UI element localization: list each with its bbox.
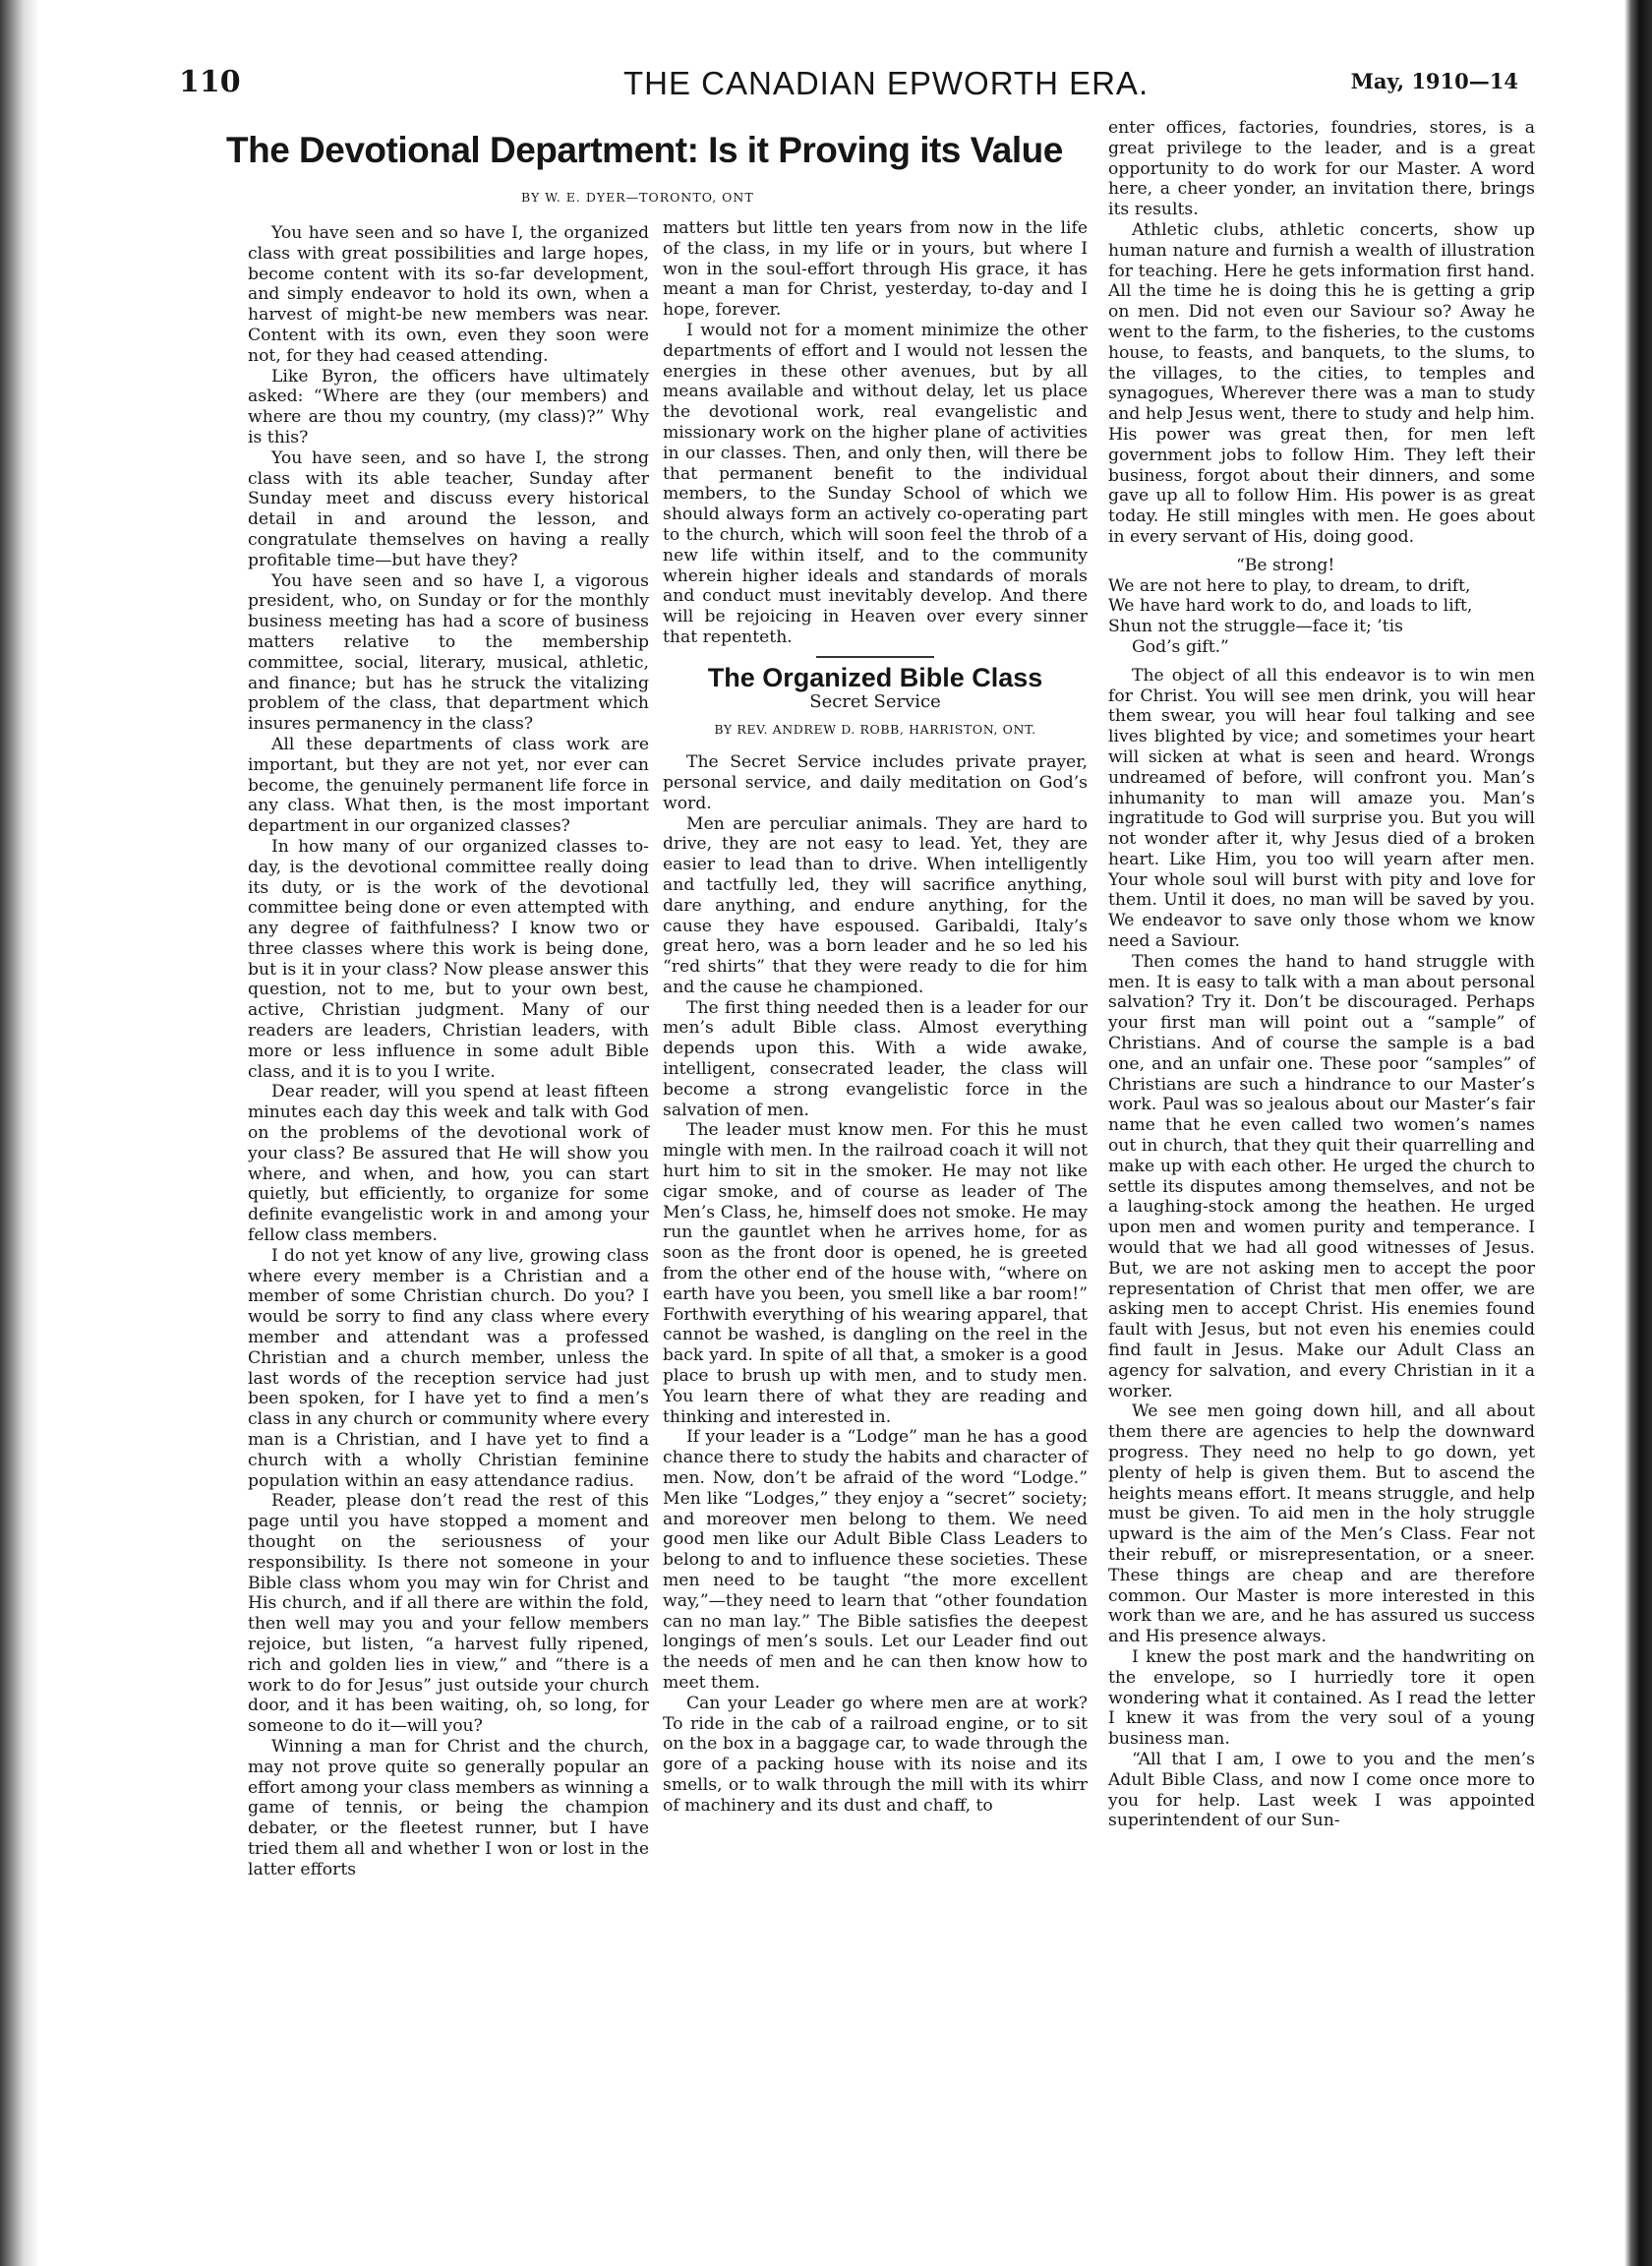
paragraph: Can your Leader go where men are at work? To ride in the cab of a railroad engine, or to sit on the box in a baggage car, to wade through the gore of a packing house with its noise and its smells, or to walk through the mill with its whirr of machinery and its dust and chaff, to: [663, 1693, 1088, 1816]
second-article-byline: BY REV. ANDREW D. ROBB, HARRISTON, ONT.: [714, 722, 1036, 738]
poem-line: God’s gift.”: [1132, 636, 1229, 657]
poem-line: We are not here to play, to dream, to drift,: [1108, 575, 1471, 596]
paragraph: matters but little ten years from now in the life of the class, in my life or in yours, but where I won in the soul-effort through His grace, it has meant a man for Christ, yesterday, to-day and I hope, forever.: [663, 218, 1088, 321]
paragraph: “All that I am, I owe to you and the men’s Adult Bible Class, and now I come once more to you for help. Last week I was appointed superintendent of our Sun-: [1108, 1749, 1535, 1831]
magazine-page: [59, 0, 1621, 2266]
paragraph: All these departments of class work are important, but they are not yet, nor ever can become, the genuinely permanent life force in any class. What then, is the most important department in our organized classes?: [248, 734, 649, 837]
paragraph: You have seen and so have I, the organized class with great possibilities and large hopes, become content with its so-far development, and simply endeavor to hold its own, when a harvest of might-be new members was near. Content with its own, even they soon were not, for they had ceased attending.: [248, 223, 649, 366]
paragraph: Like Byron, the officers have ultimately asked: “Where are they (our members) and where are thou my country, (my class)?” Why is this?: [248, 366, 649, 447]
second-article-subtitle: Secret Service: [809, 690, 941, 712]
article-title: The Devotional Department: Is it Proving its Value: [226, 130, 1063, 170]
section-divider: [816, 656, 934, 658]
page-edge-shadow: [1624, 0, 1652, 2266]
paragraph: Athletic clubs, athletic concerts, show up human nature and furnish a wealth of illustration for teaching. Here he gets information first hand. All the time he is doing this he is getting a grip on men. Did not even our Saviour so? Away he went to the farm, to the fisheries, to the customs house, to feasts, and banquets, to the slums, to the villages, to the cities, to temples and synagogues, Wherever there was a man to study and help Jesus went, there to study and help him. His power was great then, for men left government jobs to follow Him. They left their business, forgot about their dinners, and some gave up all to follow Him. His power is as great today. He still mingles with men. He goes about in every servant of His, doing good.: [1108, 219, 1535, 547]
poem-quote: [1108, 556, 1535, 658]
paragraph: The object of all this endeavor is to win men for Christ. You will see men drink, you will hear them swear, you will hear foul talking and see lives blighted by vice; and sometimes your heart will sicken at what is seen and heard. Wrongs undreamed of before, will confront you. Man’s inhumanity to man will amaze you. Man’s ingratitude to God will surprise you. But you will not wonder after it, why Jesus died of a broken heart. Like Him, you too will yearn after men. Your whole soul will burst with pity and love for them. Until it does, no man will be saved by you. We endeavor to save only those whom we know need a Saviour.: [1108, 665, 1535, 952]
paragraph: I knew the post mark and the handwriting on the envelope, so I hurriedly tore it open wondering what it contained. As I read the letter I knew it was from the very soul of a young business man.: [1108, 1646, 1535, 1750]
paragraph: Men are perculiar animals. They are hard to drive, they are not easy to lead. Yet, they are easier to lead than to drive. When intelligently and tactfully led, they will sacrifice anything, dare anything, and endure anything, for the cause they have espoused. Garibaldi, Italy’s great hero, was a born leader and he so led his “red shirts” that they were ready to die for him and the cause he championed.: [663, 813, 1088, 997]
paragraph: Then comes the hand to hand struggle with men. It is easy to talk with a man about personal salvation? Try it. Don’t be discouraged. Perhaps your first man will point out a “sample” of Christians. And of course the sample is a bad one, and an unfair one. These poor “samples” of Christians are such a hindrance to our Master’s work. Paul was so jealous about our Master’s fair name that he even called two women’s names out in church, that they quit their quarrelling and make up with each other. He urged the church to settle its disputes among themselves, and not be a laughing-stock among the heathen. He urged upon men and women purity and temperance. I would that we had all good witnesses of Jesus. But, we are not asking men to accept the poor representation of Christ that men offer, we are asking men to accept Christ. His enemies found fault with Jesus, but not even his enemies could find fault in Jesus. Make our Adult Class an agency for salvation, and every Christian in it a worker.: [1108, 951, 1535, 1401]
paragraph: In how many of our organized classes to-day, is the devotional committee really doing its duty, or is the work of the devotional committee being done or even attempted with any degree of faithfulness? I know two or three classes where this work is being done, but is it in your class? Now please answer this question, not to me, but to your own best, active, Christian judgment. Many of our readers are leaders, Christian leaders, with more or less influence in some adult Bible class, and it is to you I write.: [248, 836, 649, 1082]
second-article-title: The Organized Bible Class: [707, 662, 1043, 692]
paragraph: I would not for a moment minimize the other departments of effort and I would not lessen the energies in these other avenues, but by all means available and without delay, let us place the devotional work, real evangelistic and missionary work on the higher plane of activities in our classes. Then, and only then, will there be that permanent benefit to the individual members, to the Sunday School of which we should always form an actively co-operating part to the church, which will soon feel the throb of a new life within itself, and to the community wherein higher ideals and standards of morals and conduct must inevitably develop. And there will be rejoicing in Heaven over every sinner that repenteth.: [663, 320, 1088, 647]
paragraph: We see men going down hill, and all about them there are agencies to help the downward progress. They need no help to go down, yet plenty of help is given them. But to ascend the heights means effort. It means struggle, and help must be given. To aid men in the holy struggle upward is the aim of the Men’s Class. Fear not their rebuff, or misrepresentation, or a sneer. These things are cheap and are therefore common. Our Master is more interested in this work than we are, and he has assured us success and His presence always.: [1108, 1401, 1535, 1647]
article-byline: BY W. E. DYER—TORONTO, ONT: [521, 190, 754, 205]
column-2: [663, 218, 1088, 1817]
paragraph: The first thing needed then is a leader for our men’s adult Bible class. Almost everything depends upon this. With a wide awake, intelligent, consecrated leader, the class will become a strong evangelistic force in the salvation of men.: [663, 997, 1088, 1120]
poem-line: Shun not the struggle—face it; ’tis: [1108, 617, 1403, 637]
page-number: 110: [179, 65, 241, 99]
journal-title: THE CANADIAN EPWORTH ERA.: [623, 65, 1150, 101]
paragraph: The Secret Service includes private prayer, personal service, and daily meditation on God’s word.: [663, 752, 1088, 813]
paragraph: Winning a man for Christ and the church, may not prove quite so generally popular an effort among your class members as winning a game of tennis, or being the champion debater, or the fleetest runner, but I have tried them all and whether I won or lost in the latter efforts: [248, 1736, 649, 1879]
paragraph: I do not yet know of any live, growing class where every member is a Christian and a member of some Christian church. Do you? I would be sorry to find any class where every member and attendant was a professed Christian and a church member, unless the last words of the reception service had just been spoken, for I have yet to find a men’s class in any church or community where every man is a Christian, and I have yet to find a church with a wholly Christian feminine population within an easy attendance radius.: [248, 1245, 649, 1491]
column-1: [248, 223, 649, 1880]
paragraph: The leader must know men. For this he must mingle with men. In the railroad coach it will not hurt him to sit in the smoker. He may not like cigar smoke, and of course as leader of The Men’s Class, he, himself does not smoke. He may run the gauntlet when he arrives home, for as soon as the front door is opened, he is greeted from the other end of the house with, “where on earth have you been, you smell like a bar room!” Forthwith everything of his wearing apparel, that cannot be washed, is dangling on the reel in the back yard. In spite of all that, a smoker is a good place to brush up with men, and to study men. You learn there of what they are reading and thinking and interested in.: [663, 1120, 1089, 1427]
paragraph: Dear reader, will you spend at least fifteen minutes each day this week and talk with God on the problems of the devotional work of your class? Be assured that He will show you where, and when, and how, you can start quietly, but efficiently, to organize for some definite evangelistic work in and among your fellow class members.: [248, 1082, 649, 1246]
poem-line: We have hard work to do, and loads to lift,: [1108, 596, 1473, 617]
paragraph: If your leader is a “Lodge” man he has a good chance there to study the habits and character of men. Now, don’t be afraid of the word “Lodge.” Men like “Lodges,” they enjoy a “secret” society; and moreover men belong to them. We need good men like our Adult Bible Class Leaders to belong to and to influence these societies. These men need to be taught “the more excellent way,”—they need to learn that “other foundation can no man lay.” The Bible satisfies the deepest longings of men’s souls. Let our Leader find out the needs of men and he can then know how to meet them.: [663, 1427, 1088, 1693]
poem-line: “Be strong!: [1236, 555, 1335, 575]
book-binding-shadow: [0, 0, 39, 2266]
running-header: [179, 65, 1516, 114]
paragraph: Reader, please don’t read the rest of this page until you have stopped a moment and thought on the seriousness of your responsibility. Is there not someone in your Bible class whom you may win for Christ and His church, and if all there are within the fold, then well may you and your fellow members rejoice, but listen, “a harvest fully ripened, rich and golden lies in view,” and “there is a work to do for Jesus” just outside your church door, and it has been waiting, oh, so long, for someone to do it—will you?: [248, 1491, 649, 1737]
paragraph: You have seen, and so have I, the strong class with its able teacher, Sunday after Sunday meet and discuss every historical detail in and around the lesson, and congratulate themselves on having a really profitable time—but have they?: [248, 447, 649, 570]
paragraph: You have seen and so have I, a vigorous president, who, on Sunday or for the monthly business meeting has had a score of business matters relative to the membership committee, social, literary, musical, athletic, and finance; but has he struck the vitalizing problem of the class, that department which insures permanency in the class?: [248, 570, 649, 735]
issue-date: May, 1910—14: [1350, 69, 1518, 93]
column-3: [1108, 118, 1535, 1831]
paragraph: enter offices, factories, foundries, stores, is a great privilege to the leader, and is a great opportunity to do work for our Master. A word here, a cheer yonder, an invitation there, brings its results.: [1108, 118, 1535, 220]
